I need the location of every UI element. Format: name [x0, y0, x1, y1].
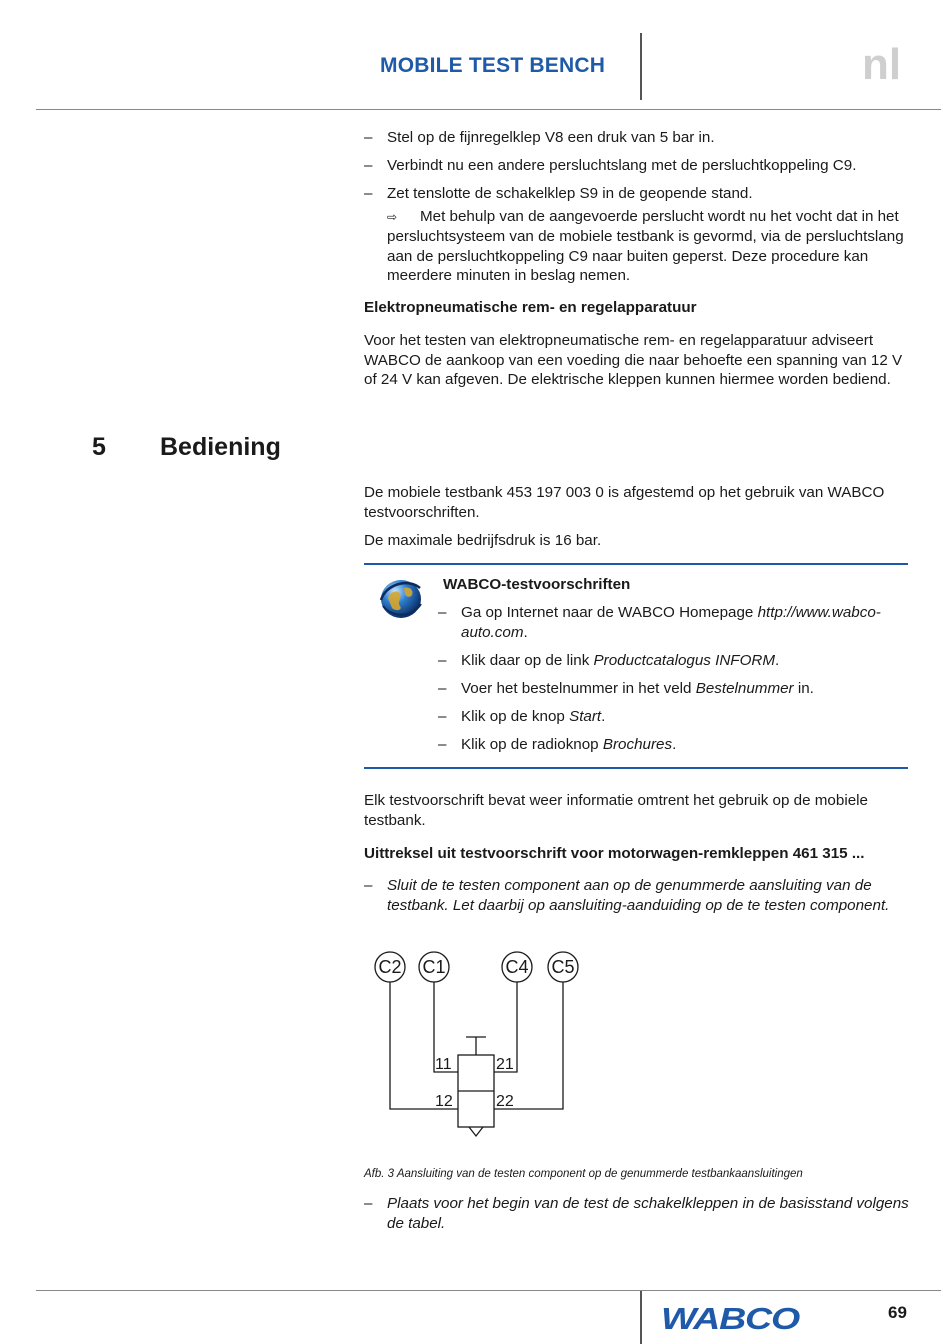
section-number: 5	[92, 433, 106, 461]
port-label: C2	[378, 957, 402, 977]
section-paragraph: De maximale bedrijfsdruk is 16 bar.	[364, 532, 602, 549]
list-item: – Klik daar op de link Productcatalogus INFORM.	[443, 651, 903, 671]
header-divider	[640, 33, 642, 100]
section-title: Bediening	[160, 433, 281, 461]
wabco-logo	[660, 1304, 800, 1336]
list-item: – Klik op de radioknop Brochures.	[443, 735, 903, 755]
footer-rule	[36, 1290, 941, 1291]
footer-divider	[640, 1291, 642, 1344]
connection-label: 12	[435, 1093, 453, 1110]
globe-icon	[378, 576, 424, 624]
result-note-text: Met behulp van de aangevoerde perslucht wordt nu het vocht dat in het persluchtsysteem van de mobiele testbank is gevormd, via de persluchtslang aan de persluchtkoppeling C9 naar buiten geperst. Deze procedure kan meerdere minuten in beslag nemen.	[387, 207, 904, 284]
step-item: – Stel op de fijnregelklep V8 een druk van 5 bar in.	[364, 128, 909, 148]
ebs-text: Voor het testen van elektropneumatische rem- en regelapparatuur adviseert WABCO de aankoop van een voeding die naar behoefte een spanning van 12 V of 24 V kan afgeven. De elektrische kleppen kunnen hiermee worden bediend.	[364, 332, 903, 388]
extract-step-1: – Sluit de te testen component aan op de genummerde aansluiting van de testbank. Let daarbij op aansluiting-aanduiding op de te testen component.	[364, 876, 909, 915]
connection-diagram	[360, 945, 590, 1144]
page-number: 69	[888, 1303, 907, 1322]
extract-step-2: – Plaats voor het begin van de test de schakelkleppen in de basisstand volgens de tabel.	[364, 1194, 909, 1233]
info-box-bottom-rule	[364, 767, 908, 769]
list-item: – Ga op Internet naar de WABCO Homepage http://www.wabco-auto.com.	[443, 603, 903, 642]
step-item: – Zet tenslotte de schakelklep S9 in de geopende stand.	[364, 184, 909, 204]
svg-text:WABCO: WABCO	[661, 1304, 800, 1332]
intro-steps	[364, 128, 909, 286]
list-item: – Klik op de knop Start.	[443, 707, 903, 727]
connection-label: 11	[435, 1056, 452, 1073]
header-title: MOBILE TEST BENCH	[380, 54, 606, 77]
figure-caption: Afb. 3 Aansluiting van de testen component op de genummerde testbankaansluitingen	[364, 1168, 803, 1180]
step-item: – Verbindt nu een andere persluchtslang met de persluchtkoppeling C9.	[364, 156, 909, 176]
section-paragraph: De mobiele testbank 453 197 003 0 is afgestemd op het gebruik van WABCO testvoorschriften.	[364, 484, 885, 521]
info-box-top-rule	[364, 563, 908, 565]
ebs-heading: Elektropneumatische rem- en regelapparatuur	[364, 299, 697, 316]
list-item: – Voer het bestelnummer in het veld Bestelnummer in.	[443, 679, 903, 699]
port-label: C1	[422, 957, 446, 977]
header-rule	[36, 109, 941, 110]
language-code: nl	[862, 40, 902, 89]
extract-heading: Uittreksel uit testvoorschrift voor motorwagen-remkleppen 461 315 ...	[364, 845, 865, 862]
connection-label: 22	[496, 1093, 514, 1110]
port-label: C5	[551, 957, 575, 977]
port-label: C4	[505, 957, 529, 977]
info-box-title: WABCO-testvoorschriften	[443, 576, 631, 593]
after-box-paragraph: Elk testvoorschrift bevat weer informatie omtrent het gebruik op de mobiele testbank.	[364, 792, 868, 829]
result-arrow-icon: ⇨	[387, 209, 398, 224]
homepage-link[interactable]: http://www.wabco-auto.com	[461, 604, 881, 641]
result-note	[364, 207, 909, 286]
connection-label: 21	[496, 1056, 514, 1073]
info-box-list	[443, 603, 903, 754]
